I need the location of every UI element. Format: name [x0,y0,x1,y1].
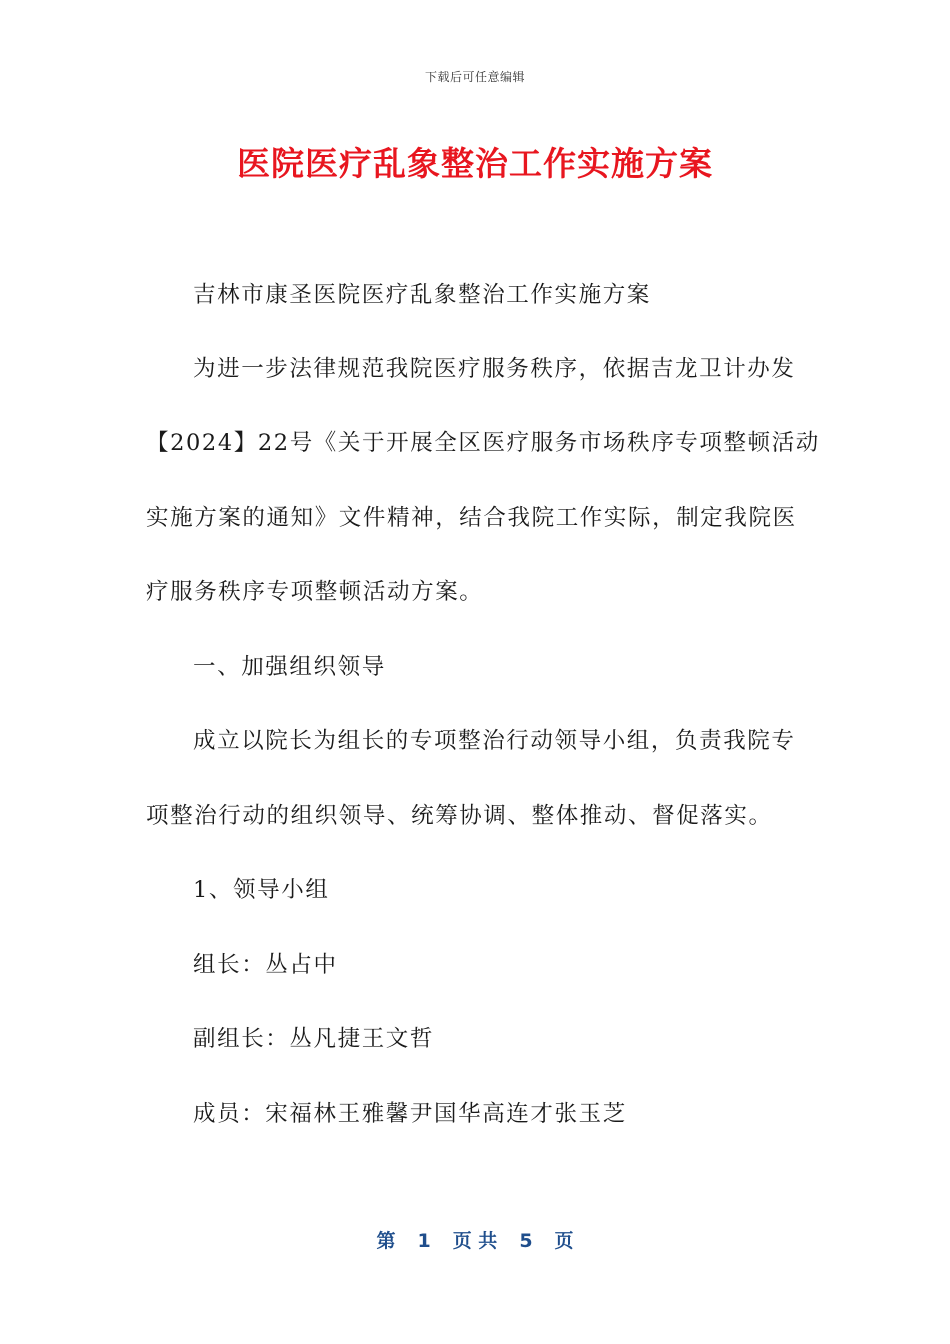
footer-page-label: 第 [376,1230,396,1252]
paragraph-line: 组长：丛占中 [193,952,338,978]
paragraph-line: 吉林市康圣医院医疗乱象整治工作实施方案 [193,282,651,308]
footer-total-pages: 5 [519,1230,533,1252]
document-title: 医院医疗乱象整治工作实施方案 [237,144,713,183]
section-heading: 一、加强组织领导 [193,654,386,680]
paragraph-line: 为进一步法律规范我院医疗服务秩序，依据吉龙卫计办发 [193,356,796,382]
paragraph-line: 项整治行动的组织领导、统筹协调、整体推动、督促落实。 [146,803,773,829]
page-footer [0,1226,950,1253]
header-note: 下载后可任意编辑 [424,70,525,84]
paragraph-line: 疗服务秩序专项整顿活动方案。 [146,579,484,605]
paragraph-line: 成立以院长为组长的专项整治行动领导小组，负责我院专 [193,728,796,754]
paragraph-line: 【2024】22号《关于开展全区医疗服务市场秩序专项整顿活动 [146,430,820,456]
footer-page-number: 1 [417,1230,431,1252]
paragraph-line: 成员：宋福林王雅馨尹国华高连才张玉芝 [193,1101,627,1127]
footer-page-end: 页 [554,1230,574,1252]
paragraph-line: 副组长：丛凡捷王文哲 [193,1026,435,1052]
footer-page-mid: 页 共 [452,1230,498,1252]
paragraph-line: 实施方案的通知》文件精神，结合我院工作实际，制定我院医 [146,505,797,531]
subsection-heading: 1、领导小组 [193,877,330,903]
